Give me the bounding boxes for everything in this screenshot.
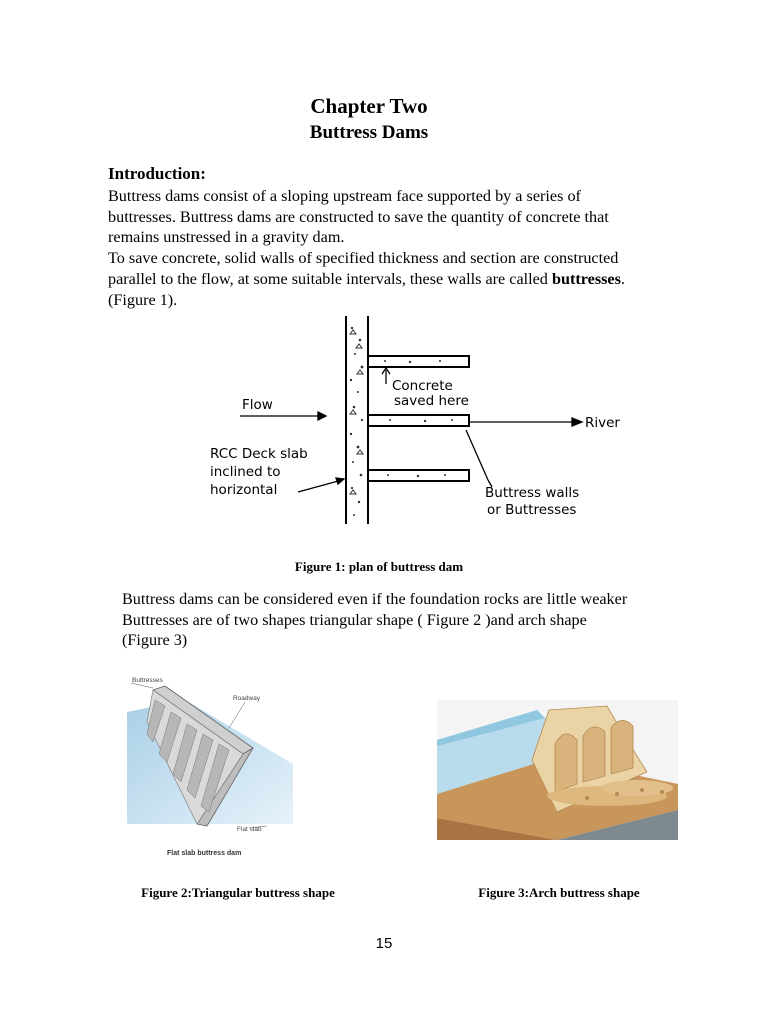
intro-line-text: parallel to the flow, at some suitable intervals, these walls are called bbox=[108, 269, 552, 288]
label-roadway: Roadway bbox=[233, 695, 261, 702]
river-arrow bbox=[470, 418, 582, 426]
label-horizontal: horizontal bbox=[210, 482, 278, 498]
label-buttress-walls: Buttress walls bbox=[485, 485, 580, 501]
intro-line: buttresses. Buttress dams are constructed to save the quantity of concrete that bbox=[108, 207, 609, 226]
intro-line bbox=[108, 269, 708, 290]
label-concrete: Concrete bbox=[392, 378, 453, 394]
label-saved-here: saved here bbox=[394, 393, 469, 409]
intro-line: To save concrete, solid walls of specified thickness and section are constructed bbox=[108, 249, 619, 268]
body-paragraph-2 bbox=[122, 589, 722, 651]
buttress-wall-3 bbox=[368, 470, 469, 481]
section-title: Buttress Dams bbox=[309, 122, 429, 143]
buttress-wall-1 bbox=[368, 356, 469, 367]
concrete-saved-arrow bbox=[382, 368, 390, 384]
figure1-caption: Figure 1: plan of buttress dam bbox=[294, 559, 464, 574]
body-line: (Figure 3) bbox=[122, 631, 188, 650]
label-flat-slab: Flat slab bbox=[237, 826, 262, 833]
intro-paragraph bbox=[108, 186, 708, 310]
figure2-caption: Figure 2:Triangular buttress shape bbox=[141, 885, 335, 900]
body-line: Buttress dams can be considered even if the foundation rocks are little weaker bbox=[122, 590, 628, 608]
figure2-triangular-buttress-image bbox=[125, 672, 295, 862]
buttress-wall-2 bbox=[368, 415, 469, 426]
label-buttresses: Buttresses bbox=[132, 677, 163, 684]
label-flat-slab-buttress-dam: Flat slab buttress dam bbox=[167, 850, 242, 857]
page-number: 15 bbox=[375, 935, 393, 952]
chapter-title: Chapter Two bbox=[310, 94, 428, 118]
intro-line: remains unstressed in a gravity dam. bbox=[108, 228, 345, 247]
body-line: Buttresses are of two shapes triangular shape ( Figure 2 )and arch shape bbox=[122, 610, 587, 629]
figure1-plan-diagram bbox=[200, 312, 640, 530]
label-river: River bbox=[585, 415, 620, 431]
intro-heading: Introduction: bbox=[108, 164, 206, 183]
intro-line: Buttress dams consist of a sloping upstream face supported by a series of bbox=[108, 187, 581, 205]
buttresses-term: buttresses bbox=[551, 269, 621, 288]
figure3-arch-buttress-image bbox=[437, 700, 678, 840]
intro-line-end: . bbox=[620, 269, 625, 288]
figure3-caption: Figure 3:Arch buttress shape bbox=[478, 885, 640, 900]
label-inclined-to: inclined to bbox=[210, 464, 281, 480]
label-or-buttresses: or Buttresses bbox=[487, 502, 577, 518]
deck-slab bbox=[346, 316, 368, 524]
label-rcc-deck-slab: RCC Deck slab bbox=[210, 446, 308, 462]
rcc-leader-arrow bbox=[298, 478, 344, 492]
label-flow: Flow bbox=[242, 397, 273, 413]
intro-line: (Figure 1). bbox=[108, 290, 178, 309]
flow-arrow bbox=[240, 412, 326, 420]
